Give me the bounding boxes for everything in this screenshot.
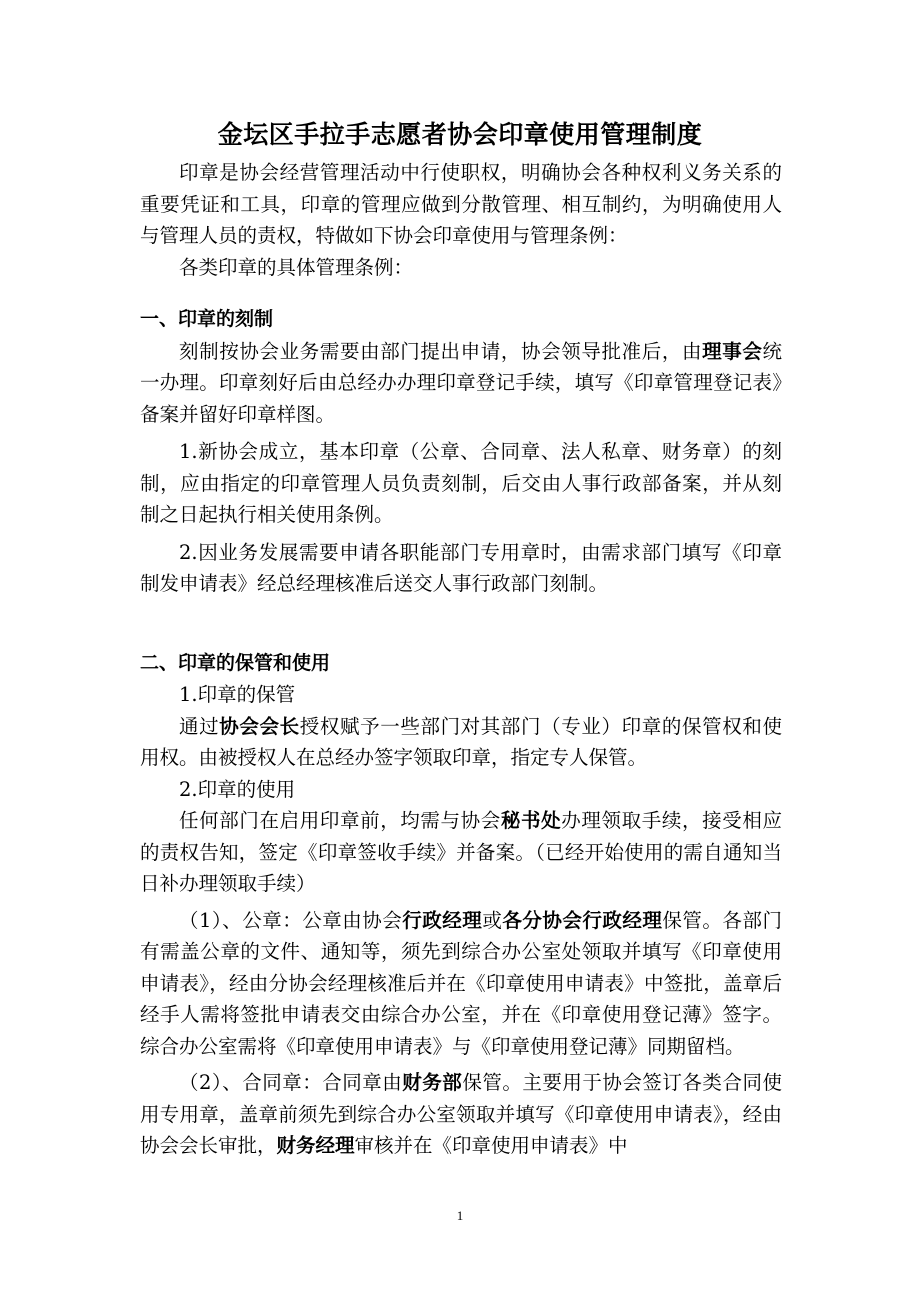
section-2-subheading-1: 1.印章的保管 (179, 683, 296, 706)
document-body (140, 157, 782, 1162)
section-1-paragraph-3: 2.因业务发展需要申请各职能部门专用章时，由需求部门填写《印章制发申请表》经总经理核准后送交人事行政部门刻制。 (140, 540, 782, 595)
section-2-subheading-2: 2.印章的使用 (179, 777, 296, 801)
section-1-paragraph-1: 刻制按协会业务需要由部门提出申请，协会领导批准后，由理事会统一办理。印章刻好后由总经办办理印章登记手续，填写《印章管理登记表》备案并留好印章样图。 (140, 339, 782, 426)
section-1-paragraph-2: 1.新协会成立，基本印章（公章、合同章、法人私章、财务章）的刻制，应由指定的印章管理人员负责刻制，后交由人事行政部备案，并从刻制之日起执行相关使用条例。 (140, 440, 782, 526)
section-2-paragraph-1: 通过协会会长授权赋予一些部门对其部门（专业）印章的保管权和使用权。由被授权人在总经办签字领取印章，指定专人保管。 (140, 714, 782, 769)
document-title: 金坛区手拉手志愿者协会印章使用管理制度 (217, 120, 703, 149)
section-2-paragraph-2: 任何部门在启用印章前，均需与协会秘书处办理领取手续，接受相应的责权告知，签定《印章签收手续》并备案。（已经开始使用的需自通知当日补办理领取手续） (140, 809, 782, 895)
intro-paragraph: 印章是协会经营管理活动中行使职权，明确协会各种权利义务关系的重要凭证和工具，印章的管理应做到分散管理、相互制约，为明确使用人与管理人员的责权，特做如下协会印章使用与管理条例： (140, 161, 782, 247)
page-number: 1 (456, 1208, 464, 1223)
intro-paragraph-2: 各类印章的具体管理条例： (179, 255, 414, 279)
section-2-paragraph-4: （2）、合同章：合同章由财务部保管。主要用于协会签订各类合同使用专用章，盖章前须先到综合办公室领取并填写《印章使用申请表》，经由协会会长审批，财务经理审核并在《印章使用申请表》中 (140, 1071, 782, 1157)
section-1-heading: 一、印章的刻制 (140, 308, 274, 330)
section-2-paragraph-3: （1）、公章：公章由协会行政经理或各分协会行政经理保管。各部门有需盖公章的文件、通知等，须先到综合办公室处领取并填写《印章使用申请表》，经由分协会经理核准后并在《印章使用申请表》中签批，盖章后经手人需将签批申请表交由综合办公室，并在《印章使用登记薄》签字。综合办公室需将《印章使用申请表》与《印章使用登记薄》同期留档。 (140, 908, 782, 1058)
section-2-heading: 二、印章的保管和使用 (140, 651, 331, 674)
